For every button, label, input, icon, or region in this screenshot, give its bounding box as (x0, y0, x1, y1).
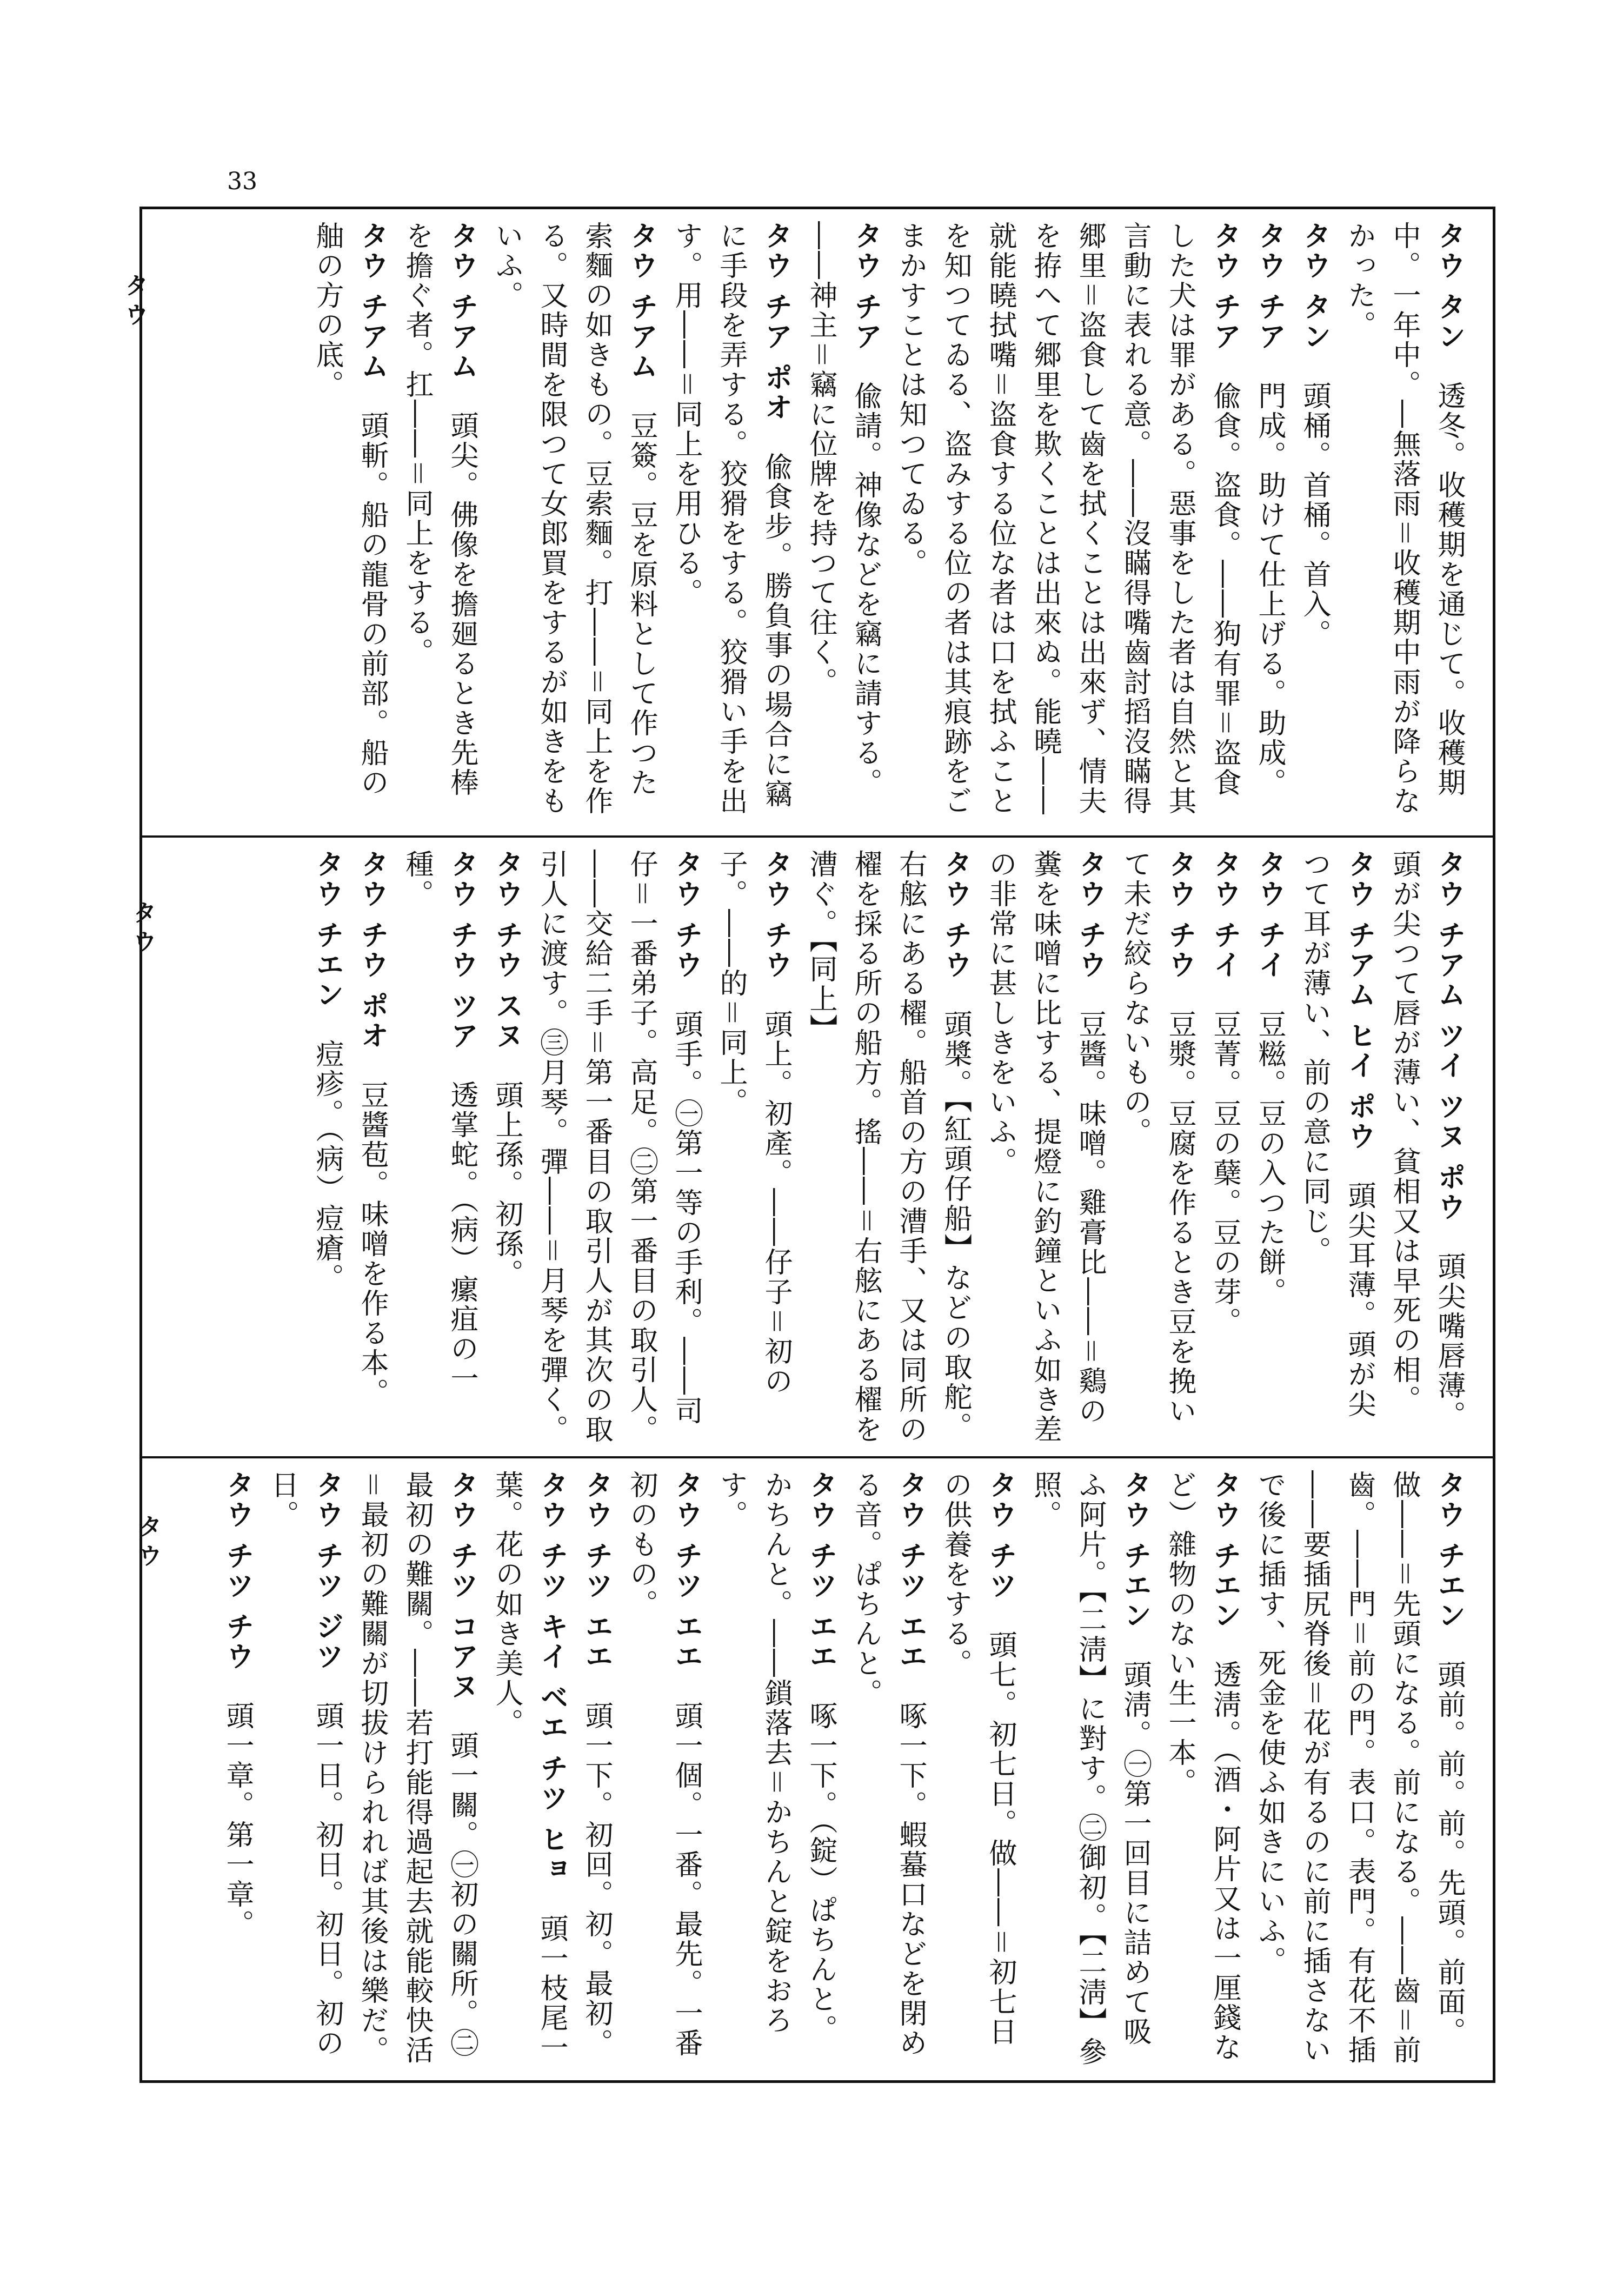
entry-definition: 頭尖耳薄。頭が尖つて耳が薄い、前の意に同じ。 (1298, 850, 1375, 1419)
entry-definition: 頭一關。㊀初の關所。㊁最初の難關。――若打能得過起去就能較快活＝最初の難關が切拔けられれば其後は樂だ。 (356, 1470, 478, 2065)
entry-headword: タウ チツ エエ (894, 1470, 927, 1672)
entry-definition: 頭桶。首桶。首入。 (1298, 381, 1331, 649)
entry-headword: タウ チアム ヒイ ポウ (1343, 850, 1375, 1152)
entry-definition: 頭一枝尾一葉。花の如き美人。 (490, 1470, 568, 2063)
dictionary-entry (394, 221, 484, 824)
dictionary-entry (933, 1470, 1022, 2068)
entry-headword: タウ チツ ジツ (311, 1470, 343, 1672)
entry-headword: タウ チアム (356, 221, 388, 382)
entry-headword: タウ チエン (1208, 1470, 1241, 1631)
entry-headword: タウ チア (1208, 221, 1241, 352)
entry-definition: 頭一章。第一章。 (221, 1701, 254, 1940)
entry-headword: タウ チエン (311, 850, 343, 1010)
dictionary-entry (349, 850, 394, 1444)
entry-definition: 頭尖。佛像を擔廻るとき先棒を擔ぐ者。扛――＝同上をする。 (401, 221, 478, 798)
entry-headword: タウ チウ (1074, 850, 1106, 980)
entry-definition: 頭一下。初回。初。最初。 (580, 1701, 613, 2059)
entry-definition: 頭槳。【紅頭仔船】などの取舵。右舷にある櫂。船首の方の漕手、又は同所の櫂を採る所の船方。搖――＝右舷にある櫂を漕ぐ。【同上】 (804, 850, 972, 1444)
dictionary-entry (1112, 850, 1202, 1444)
entry-headword: タウ チアム (445, 221, 478, 382)
dictionary-entry (1381, 850, 1471, 1444)
entry-headword: タウ チウ (670, 850, 702, 980)
entry-headword: タウ チツ エエ (670, 1470, 702, 1672)
page-number: 33 (227, 168, 257, 195)
entry-definition: 頭淸。㊀第一回目に詰めて吸ふ阿片。【二淸】に對す。㊁御初。【二淸】參照。 (1029, 1470, 1151, 2067)
dictionary-entry (977, 850, 1112, 1444)
dictionary-entry (888, 221, 1247, 824)
entry-definition: 豆醬苞。味噌を作る本。 (356, 1080, 388, 1408)
entry-headword: タウ チツ コアヌ (445, 1470, 478, 1702)
dictionary-entry (1157, 1470, 1247, 2068)
entry-definition: 豆醬。味噌。雞膏比――＝鷄の糞を味噌に比する、提燈に釣鐘といふ如き差の非常に甚しきをいふ。 (984, 850, 1106, 1444)
entry-definition: 豆糍。豆の入つた餅。 (1253, 1010, 1286, 1308)
entry-headword: タウ チアム ツイ ツヌ ポウ (1433, 850, 1465, 1223)
entry-headword: タウ タン (1298, 221, 1331, 352)
entry-definition: 頭一個。一番。最先。一番初のもの。 (625, 1470, 702, 2059)
dictionary-entry (1022, 1470, 1157, 2068)
entry-headword: タウ チウ (1163, 850, 1196, 980)
dictionary-entry (798, 221, 888, 824)
entry-headword: タウ チア (849, 221, 882, 352)
entry-headword: タウ チアム (625, 221, 657, 382)
dictionary-entry (484, 850, 529, 1444)
section-index-mark: タウ (134, 1514, 162, 1572)
dictionary-entry (1292, 221, 1336, 824)
entry-headword: タウ チエン (1119, 1470, 1151, 1631)
dictionary-page-frame (139, 207, 1495, 2083)
dictionary-entry (260, 1470, 349, 2068)
dictionary-entry (1247, 221, 1292, 824)
dictionary-entry (1247, 850, 1292, 1444)
entry-definition: 啄一下。（錠）ぱちんと。かちんと。――鎖落去＝かちんと錠をおろす。 (715, 1470, 837, 2045)
dictionary-section-top (142, 209, 1493, 838)
entry-definition: 頭上孫。初孫。 (490, 1080, 523, 1289)
dictionary-entry (843, 1470, 933, 2068)
dictionary-entry (574, 1470, 618, 2068)
dictionary-entry (798, 850, 977, 1444)
entry-definition: 頭上。初產。――仔子＝初の子。――的＝同上。 (715, 850, 792, 1397)
entry-headword: タウ チツ エエ (804, 1470, 837, 1672)
entry-definition: 透冬。收穫期を通じて。收穫期中。一年中。―無落雨＝收穫期中雨が降らなかった。 (1343, 221, 1465, 816)
dictionary-entry (618, 1470, 708, 2068)
section-columns (158, 850, 1471, 1444)
entry-definition: 啄一下。蝦蟇口などを閉める音。ぱちんと。 (849, 1470, 927, 2059)
entry-headword: タウ タン (1433, 221, 1465, 352)
dictionary-entry (1292, 850, 1381, 1444)
entry-headword: タウ チエン (1433, 1470, 1465, 1631)
entry-headword: タウ チツ エエ (580, 1470, 613, 1672)
entry-headword: タウ チウ ツア (445, 850, 478, 1051)
entry-headword: タウ チア (1253, 221, 1286, 352)
dictionary-entry (1247, 1470, 1471, 2068)
dictionary-entry (1336, 221, 1471, 824)
entry-headword: タウ チツ (984, 1470, 1016, 1601)
entry-headword: タウ チツ チウ (221, 1470, 254, 1672)
entry-headword: タウ チツ キイ ベエ チツ ヒョ (535, 1470, 568, 1884)
entry-headword: タウ チア ポオ (760, 221, 792, 423)
entry-definition: 頭手。㊀第一等の手利。――司仔＝一番弟子。高足。㊁第一番目の取引人。――交給二手＝第一番目の取引人が其次の取引人に渡す。㊂月琴。彈――＝月琴を彈く。 (535, 850, 702, 1444)
entry-headword: タウ チウ スヌ (490, 850, 523, 1051)
entry-definition: 透掌蛇。（病）瘰疽の一種。 (401, 850, 478, 1394)
entry-headword: タウ チイ (1253, 850, 1286, 980)
dictionary-entry (708, 1470, 843, 2068)
dictionary-entry (708, 850, 798, 1444)
entry-definition: 頭前。前。前。先頭。前面。做――＝先頭になる。前になる。――齒＝前齒。――門＝前の門。表口。表門。有花不插――要插尻脊後＝花が有るのに前に插さないで後に插す、死金を使ふ如きにいふ。 (1253, 1470, 1465, 2066)
dictionary-entry (529, 850, 708, 1444)
entry-headword: タウ チイ (1208, 850, 1241, 980)
dictionary-entry (1202, 850, 1247, 1444)
dictionary-entry (484, 1470, 574, 2068)
entry-definition: 痘疹。（病）痘瘡。 (311, 1039, 343, 1293)
dictionary-entry (663, 221, 798, 824)
dictionary-entry (349, 1470, 484, 2068)
entry-definition: 透淸。（酒・阿片又は一厘錢など）雜物のない生一本。 (1163, 1470, 1241, 2063)
entry-definition: 偸請。神像などを竊に請する。――神主＝竊に位牌を持つて往く。 (804, 221, 882, 798)
entry-headword: タウ チウ (939, 850, 972, 980)
section-columns (158, 221, 1471, 824)
entry-definition: 豆漿。豆腐を作るとき豆を挽いて未だ絞らないもの。 (1119, 850, 1196, 1426)
entry-definition: 門成。助けて仕上げる。助成。 (1253, 381, 1286, 798)
entry-definition: 豆菁。豆の蘖。豆の芽。 (1208, 1010, 1241, 1337)
entry-headword: タウ チウ ポオ (356, 850, 388, 1051)
entry-definition: 偸食步。勝負事の場合に竊に手段を弄する。狡猾をする。狡猾い手を出す。用――＝同上を用ひる。 (670, 221, 792, 816)
dictionary-section-middle (142, 838, 1493, 1458)
entry-definition: 頭尖嘴唇薄。頭が尖つて唇が薄い、貧相又は早死の相。 (1388, 850, 1465, 1431)
entry-definition: 頭一日。初日。初日。初の日。 (266, 1470, 343, 2059)
entry-definition: 頭斬。船の龍骨の前部。船の舳の方の底。 (311, 221, 388, 798)
dictionary-entry (304, 850, 349, 1444)
entry-headword: タウ チウ (760, 850, 792, 980)
section-index-mark: タウ (129, 900, 156, 959)
entry-definition: 頭七。初七日。做――＝初七日の供養をする。 (939, 1470, 1016, 2047)
dictionary-entry (215, 1470, 260, 2068)
dictionary-section-bottom (142, 1458, 1493, 2080)
dictionary-entry (394, 850, 484, 1444)
section-columns (158, 1470, 1471, 2068)
entry-definition: 豆簽。豆を原料として作つた索麵の如きもの。豆索麵。打――＝同上を作る。又時間を限つて女郎買をするが如きをもいふ。 (490, 221, 657, 816)
section-index-mark: タウ (121, 273, 148, 331)
dictionary-entry (304, 221, 394, 824)
entry-definition: 偸食。盗食。――狗有罪＝盗食した犬は罪がある。惡事をした者は自然と其言動に表れる意。――沒瞞得嘴齒討搯沒瞞得郷里＝盗食して齒を拭くことは出來ず、情夫を拵へて郷里を欺くことは出來ぬ。能曉――就能曉拭嘴＝盗食する位な者は口を拭ふことを知つてゐる、盗みする位の者は其痕跡をごまかすことは知つてゐる。 (894, 221, 1241, 816)
dictionary-entry (484, 221, 663, 824)
